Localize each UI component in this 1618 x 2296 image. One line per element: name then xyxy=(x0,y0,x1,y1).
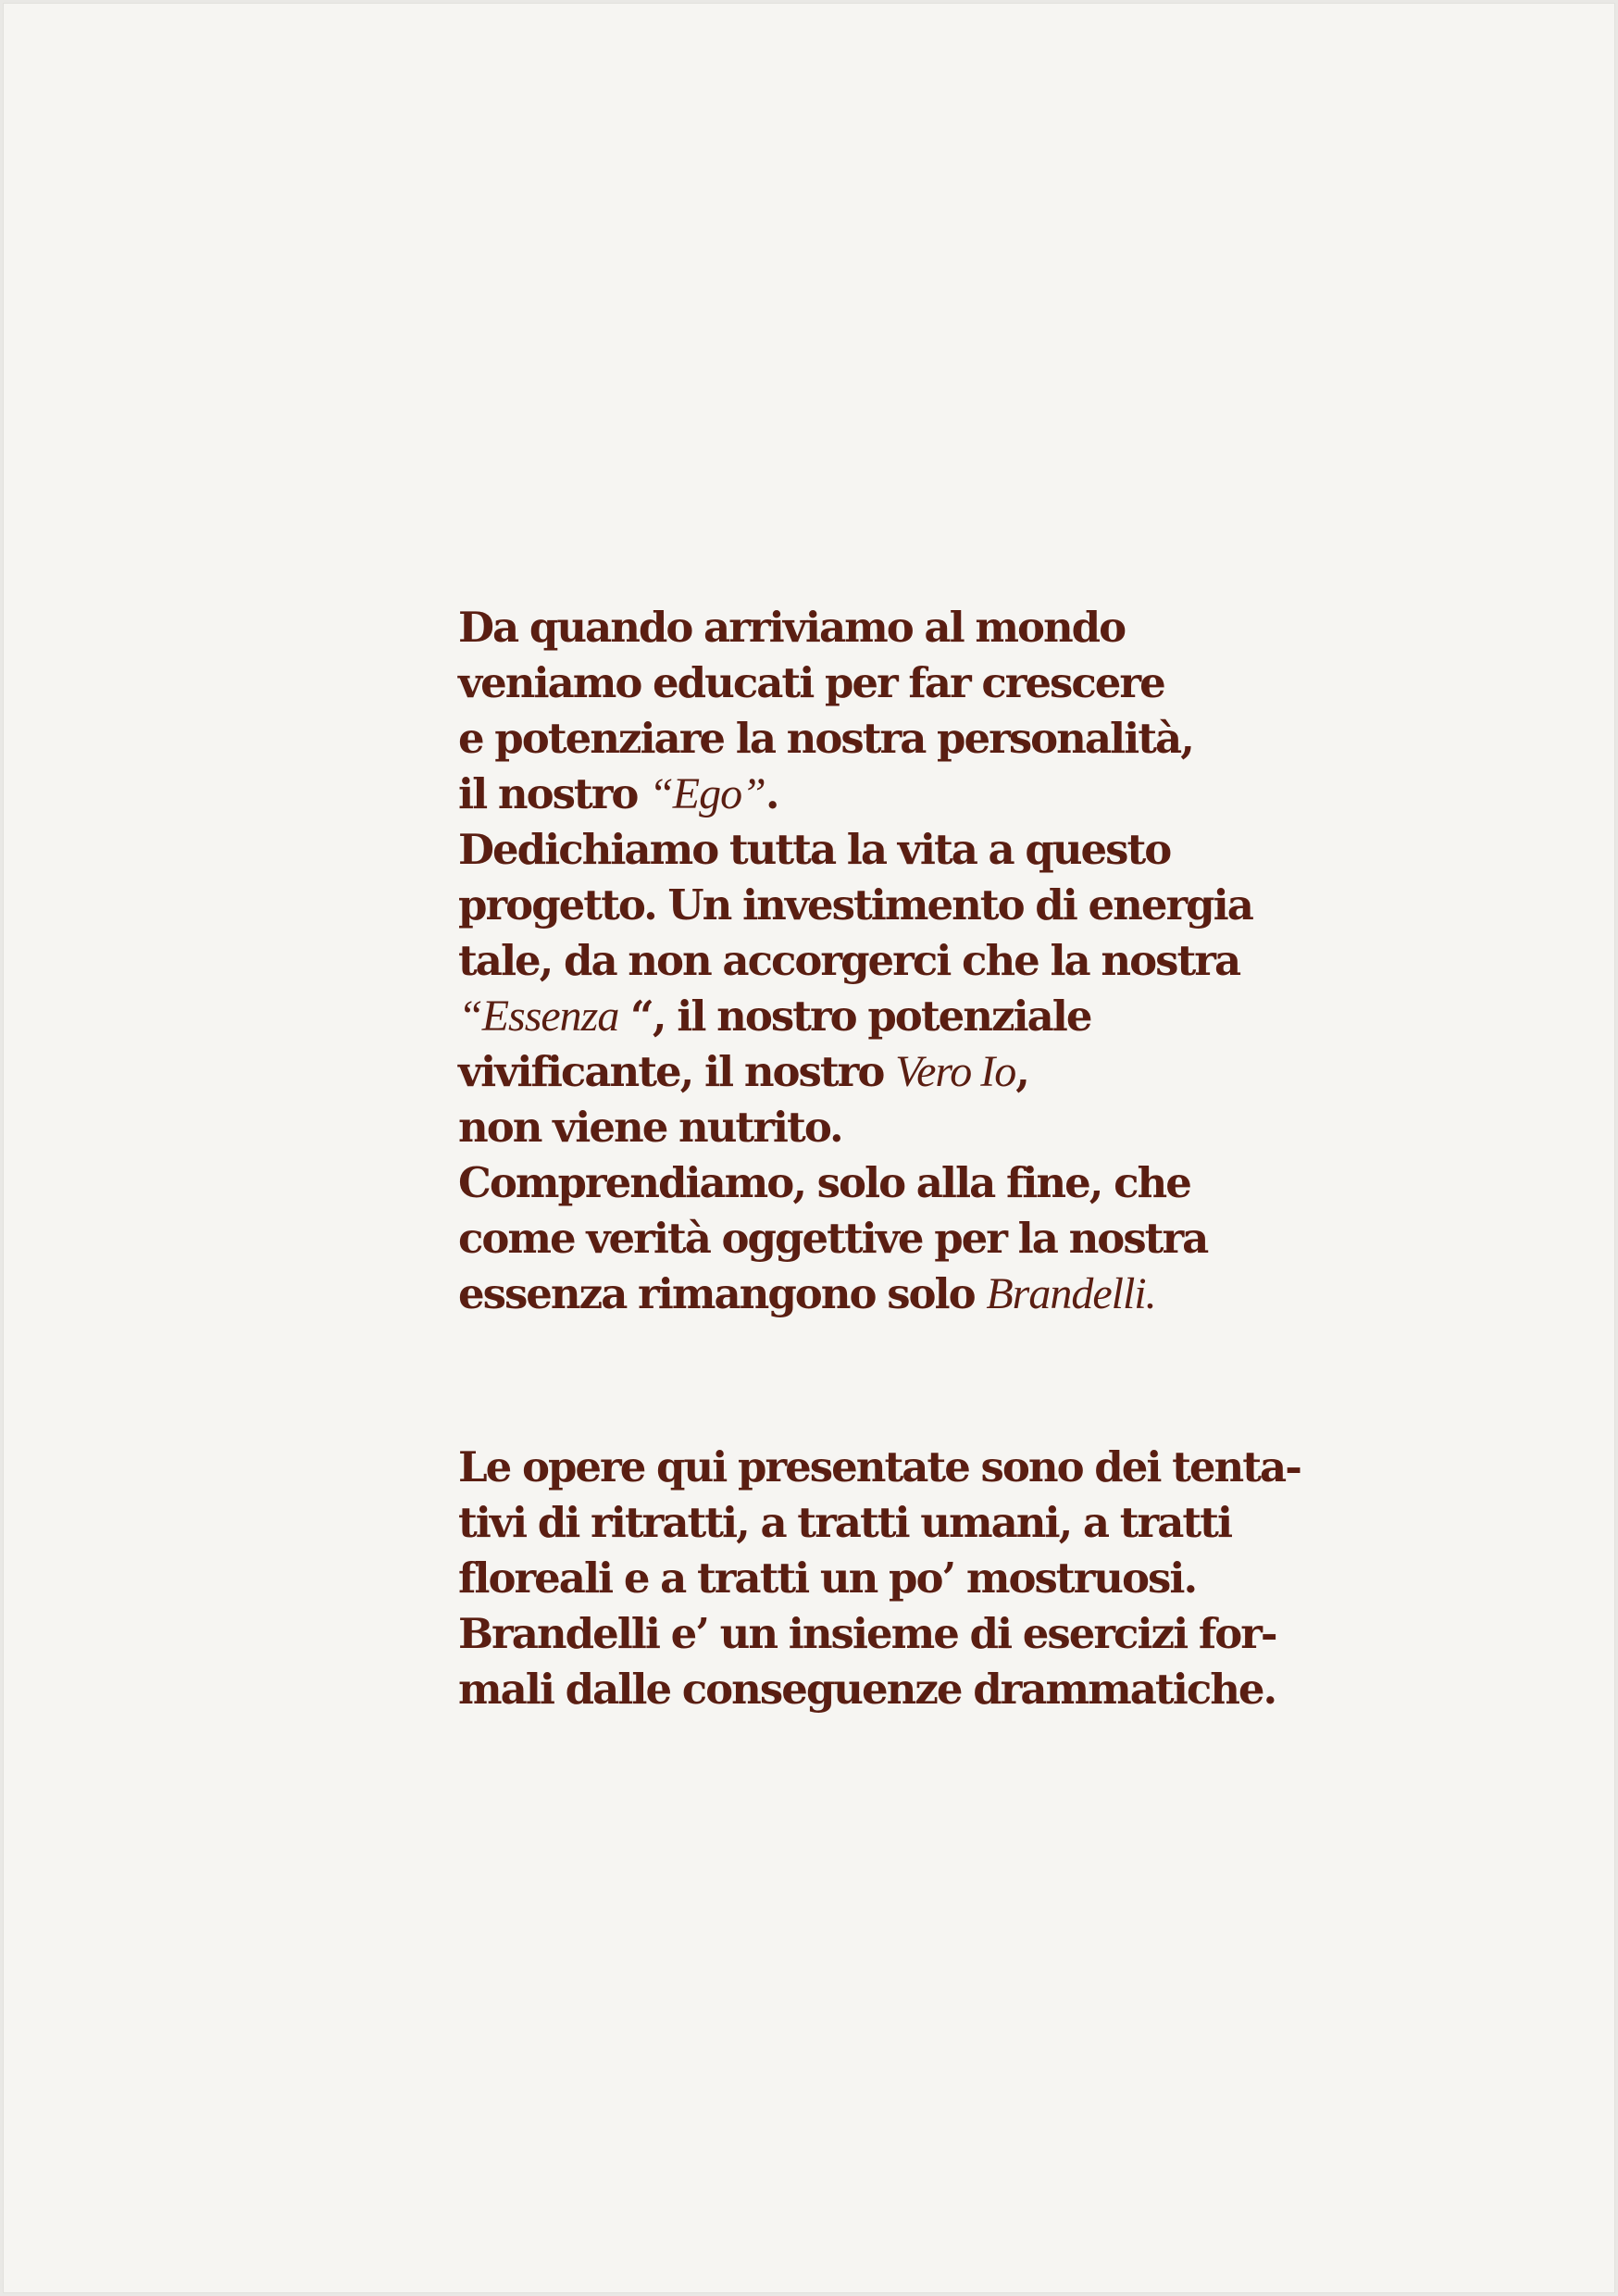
text-span: . xyxy=(765,769,778,818)
text-line xyxy=(458,989,1254,1044)
text-span: “, il nostro potenziale xyxy=(618,992,1091,1041)
text-line: tivi di ritratti, a tratti umani, a tratti xyxy=(458,1498,1232,1547)
text-line: non viene nutrito. xyxy=(458,1103,842,1152)
text-line xyxy=(458,1267,1254,1322)
text-line: veniamo educati per far crescere xyxy=(458,658,1164,707)
text-line: Brandelli e’ un insieme di esercizi for- xyxy=(458,1609,1276,1658)
italic-essenza: “Essenza xyxy=(458,992,619,1041)
text-line: come verità oggettive per la nostra xyxy=(458,1214,1208,1263)
text-line: Dedichiamo tutta la vita a questo xyxy=(458,825,1171,874)
text-span: il nostro xyxy=(458,769,650,818)
text-span: , xyxy=(1015,1047,1028,1096)
text-line: Da quando arriviamo al mondo xyxy=(458,603,1126,652)
text-line: floreali e a tratti un po’ mostruosi. xyxy=(458,1554,1197,1603)
text-line: Comprendiamo, solo alla fine, che xyxy=(458,1158,1190,1207)
italic-brandelli: Brandelli. xyxy=(986,1269,1156,1318)
works-paragraph xyxy=(458,1440,1301,1717)
text-span: vivificante, il nostro xyxy=(458,1047,896,1096)
text-line: e potenziare la nostra personalità, xyxy=(458,714,1193,763)
text-line xyxy=(458,767,1254,822)
italic-vero-io: Vero Io xyxy=(895,1047,1016,1096)
page xyxy=(3,3,1615,2293)
text-line: tale, da non accorgerci che la nostra xyxy=(458,936,1240,985)
text-line: mali dalle conseguenze drammatiche. xyxy=(458,1665,1276,1714)
text-line: progetto. Un investimento di energia xyxy=(458,880,1252,930)
text-line: Le opere qui presentate sono dei tenta- xyxy=(458,1442,1301,1491)
italic-ego: “Ego” xyxy=(649,769,765,818)
intro-paragraph xyxy=(458,600,1254,1322)
text-span: essenza rimangono solo xyxy=(458,1269,987,1318)
text-line xyxy=(458,1044,1254,1100)
